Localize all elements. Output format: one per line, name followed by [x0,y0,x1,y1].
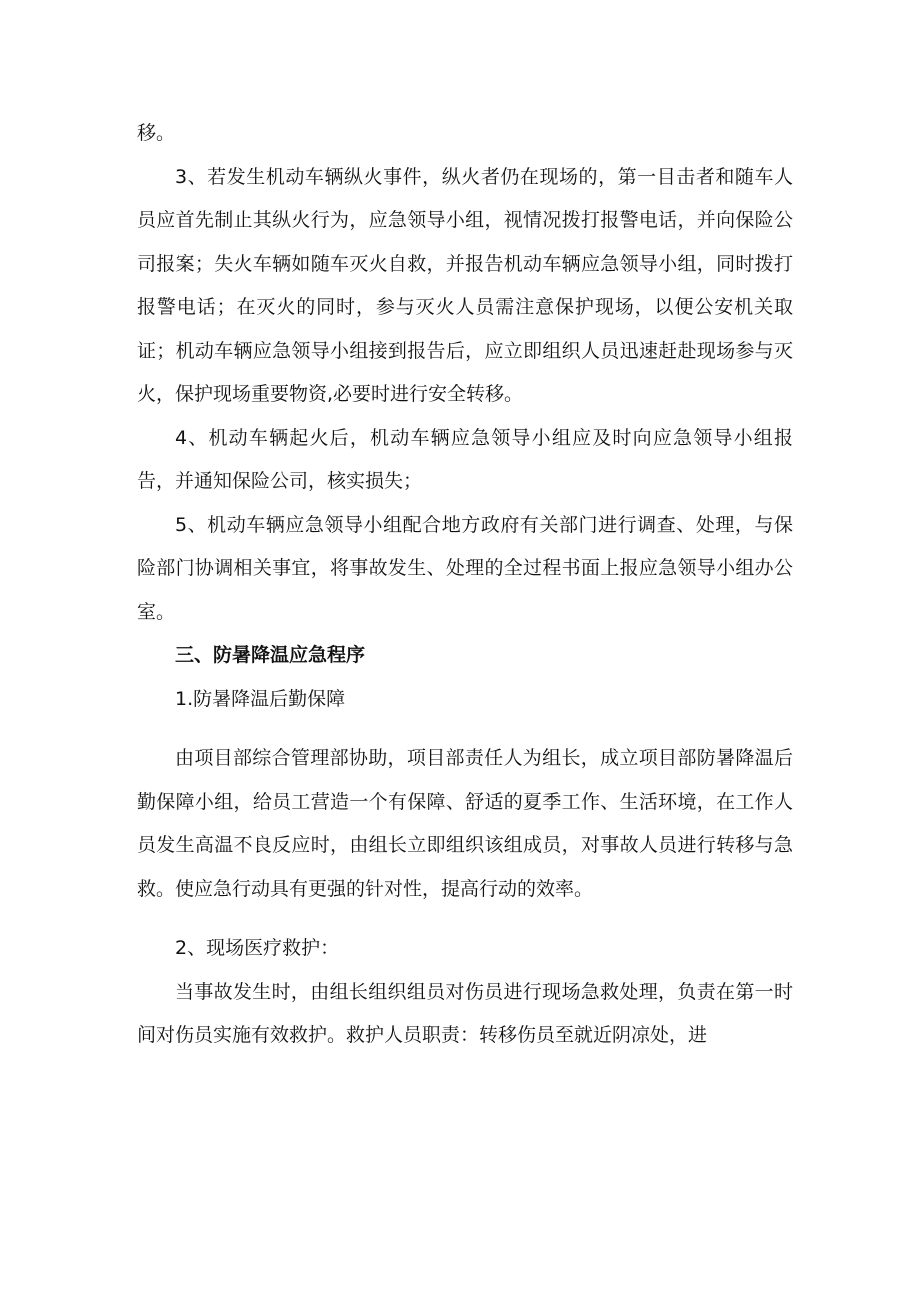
subsection-heading-1: 1.防暑降温后勤保障 [175,687,346,710]
paragraph-logistics: 由项目部综合管理部协助，项目部责任人为组长，成立项目部防暑降温后勤保障小组，给员工营造一个有保障、舒适的夏季工作、生活环境，在工作人员发生高温不良反应时，由组长立即组织该组成员，对事故人员进行转移与急救。使应急行动具有更强的针对性，提高行动的效率。 [137,747,793,900]
paragraph-item-3: 3、若发生机动车辆纵火事件，纵火者仍在现场的，第一目击者和随车人员应首先制止其纵火行为，应急领导小组，视情况拨打报警电话，并向保险公司报案；失火车辆如随车灭火自救，并报告机动车辆应急领导小组，同时拨打报警电话；在灭火的同时，参与灭火人员需注意保护现场，以便公安机关取证；机动车辆应急领导小组接到报告后，应立即组织人员迅速赶赴现场参与灭火，保护现场重要物资,必要时进行安全转移。 [137,165,793,405]
paragraph-item-4: 4、机动车辆起火后，机动车辆应急领导小组应及时向应急领导小组报告，并通知保险公司，核实损失； [137,426,793,492]
paragraph-first-aid: 当事故发生时，由组长组织组员对伤员进行现场急救处理，负责在第一时间对伤员实施有效救护。救护人员职责：转移伤员至就近阴凉处，进 [137,980,793,1046]
document-body [137,112,793,1058]
paragraph-continuation: 移。 [137,122,176,144]
paragraph-item-5: 5、机动车辆应急领导小组配合地方政府有关部门进行调查、处理，与保险部门协调相关事宜，将事故发生、处理的全过程书面上报应急领导小组办公室。 [137,513,793,623]
section-heading: 三、防暑降温应急程序 [175,644,366,666]
subsection-heading-2: 2、现场医疗救护： [175,937,340,959]
